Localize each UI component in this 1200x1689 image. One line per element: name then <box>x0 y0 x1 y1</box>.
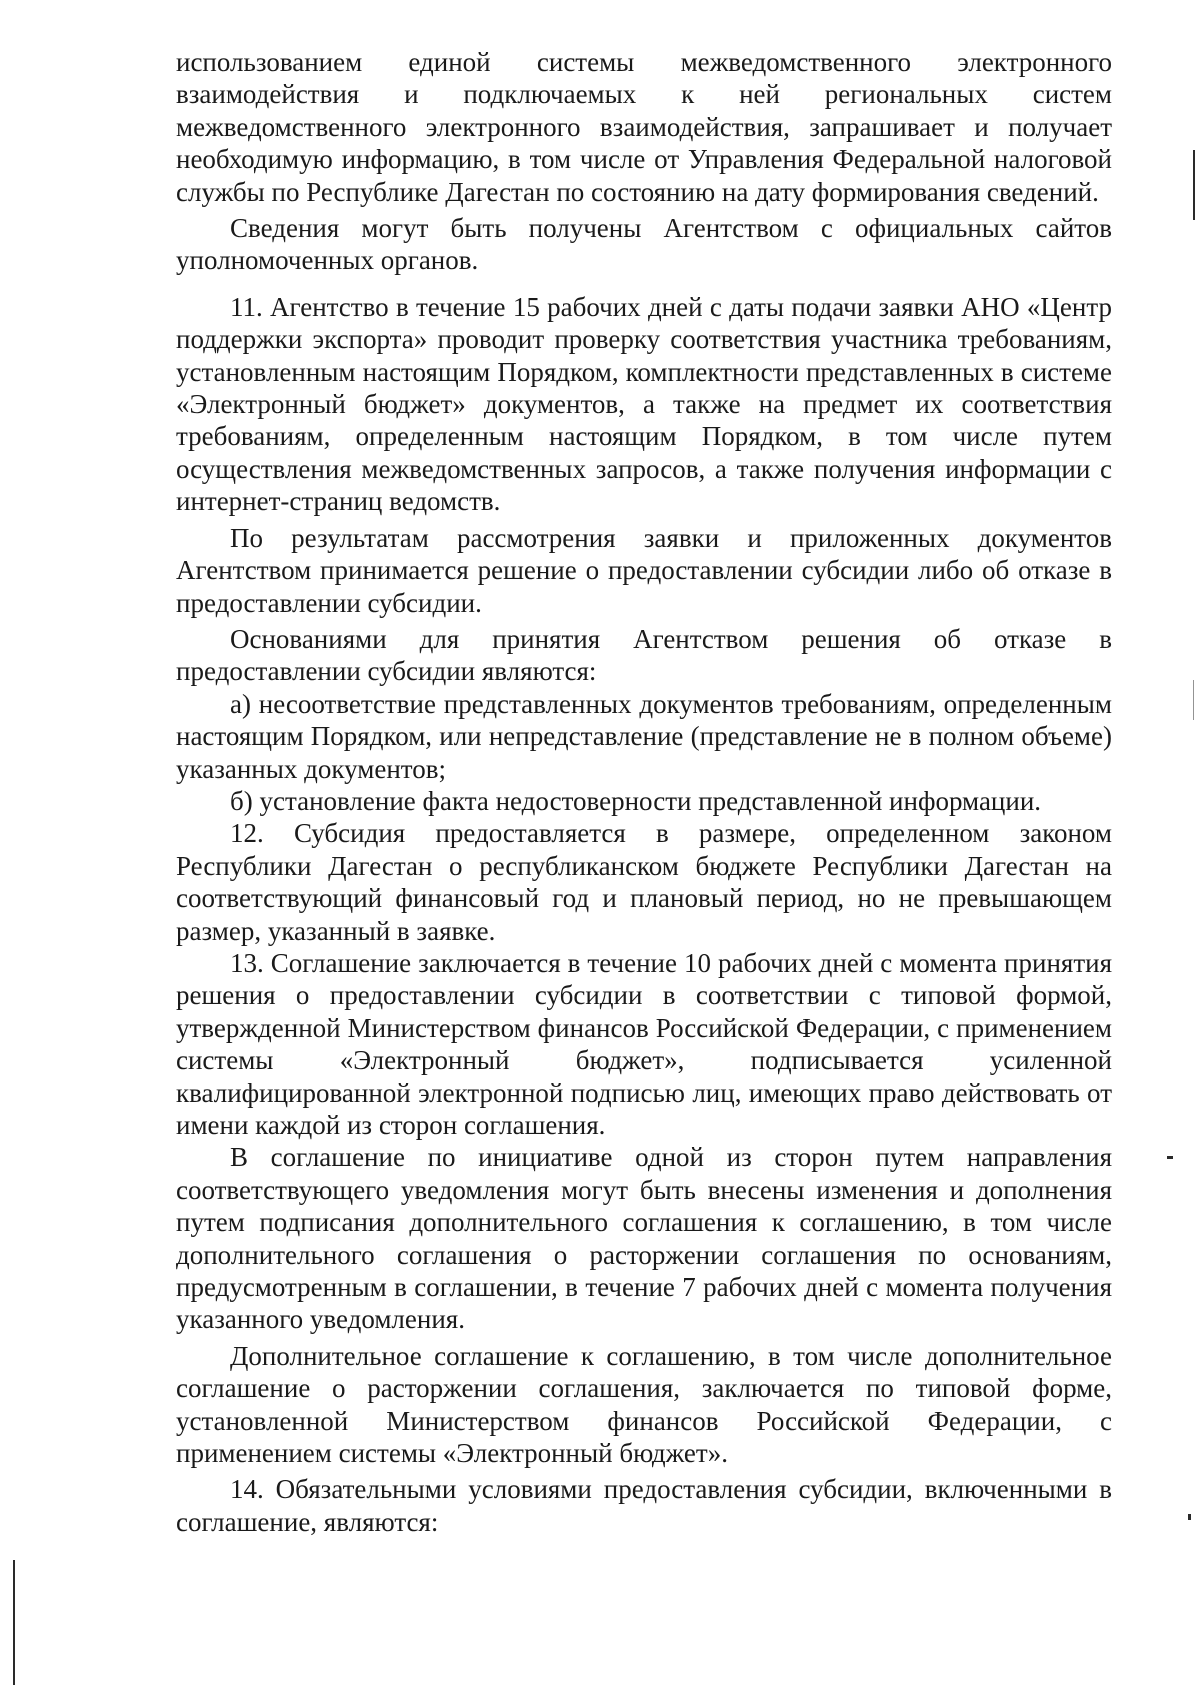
paragraph-amendments: В соглашение по инициативе одной из сторон путем направления соответствующего уведомления могут быть внесены изменения и дополнения путем подписания дополнительного соглашения к соглашению, в том числе дополнительного соглашения о расторжении соглашения по основаниям, предусмотренным в соглашении, в течение 7 рабочих дней с момента получения указанного уведомления. <box>176 1142 1112 1335</box>
paragraph-item-14: 14. Обязательными условиями предоставления субсидии, включенными в соглашение, являются: <box>176 1474 1112 1537</box>
scan-edge-mark-left-bottom <box>13 1560 15 1685</box>
scan-speck-bottom-right <box>1188 1514 1191 1520</box>
paragraph-ground-a: а) несоответствие представленных документов требованиям, определенным настоящим Порядком, или непредставление (представление не в полном объеме) указанных документов; <box>176 688 1112 784</box>
paragraph-official-sites: Сведения могут быть получены Агентством с официальных сайтов уполномоченных органов. <box>176 213 1112 276</box>
scan-edge-mark-right-mid <box>1193 680 1194 720</box>
paragraph-review-results: По результатам рассмотрения заявки и приложенных документов Агентством принимается решение о предоставлении субсидии либо об отказе в предоставлении субсидии. <box>176 522 1112 618</box>
paragraph-ground-b: б) установление факта недостоверности представленной информации. <box>230 785 1042 816</box>
document-body <box>176 46 1112 1538</box>
scan-speck-right <box>1167 1156 1173 1159</box>
paragraph-refusal-grounds: Основаниями для принятия Агентством решения об отказе в предоставлении субсидии являются: <box>176 623 1112 687</box>
scan-edge-mark-right-top <box>1193 150 1195 220</box>
paragraph-item-13: 13. Соглашение заключается в течение 10 рабочих дней с момента принятия решения о предоставлении субсидии в соответствии с типовой формой, утвержденной Министерством финансов Российской Федерации, с применением системы «Электронный бюджет», подписывается усиленной квалифицированной электронной подписью лиц, имеющих право действовать от имени каждой из сторон соглашения. <box>176 947 1112 1140</box>
paragraph-item-12: 12. Субсидия предоставляется в размере, определенном законом Республики Дагестан о республиканском бюджете Республики Дагестан на соответствующий финансовый год и плановый период, но не превышающем размер, указанный в заявке. <box>176 818 1112 946</box>
paragraph-continuation: использованием единой системы межведомственного электронного взаимодействия и подключаемых к ней региональных систем межведомственного электронного взаимодействия, запрашивает и получает необходимую информацию, в том числе от Управления Федеральной налоговой службы по Республике Дагестан по состоянию на дату формирования сведений. <box>176 47 1112 207</box>
paragraph-additional-agreement: Дополнительное соглашение к соглашению, в том числе дополнительное соглашение о расторжении соглашения, заключается по типовой форме, установленной Министерством финансов Российской Федерации, с применением системы «Электронный бюджет». <box>176 1340 1112 1469</box>
paragraph-item-11: 11. Агентство в течение 15 рабочих дней с даты подачи заявки АНО «Центр поддержки экспорта» проводит проверку соответствия участника требованиям, установленным настоящим Порядком, комплектности представленных в системе «Электронный бюджет» документов, а также на предмет их соответствия требованиям, определенным настоящим Порядком, в том числе путем осуществления межведомственных запросов, а также получения информации с интернет-страниц ведомств. <box>176 291 1112 517</box>
